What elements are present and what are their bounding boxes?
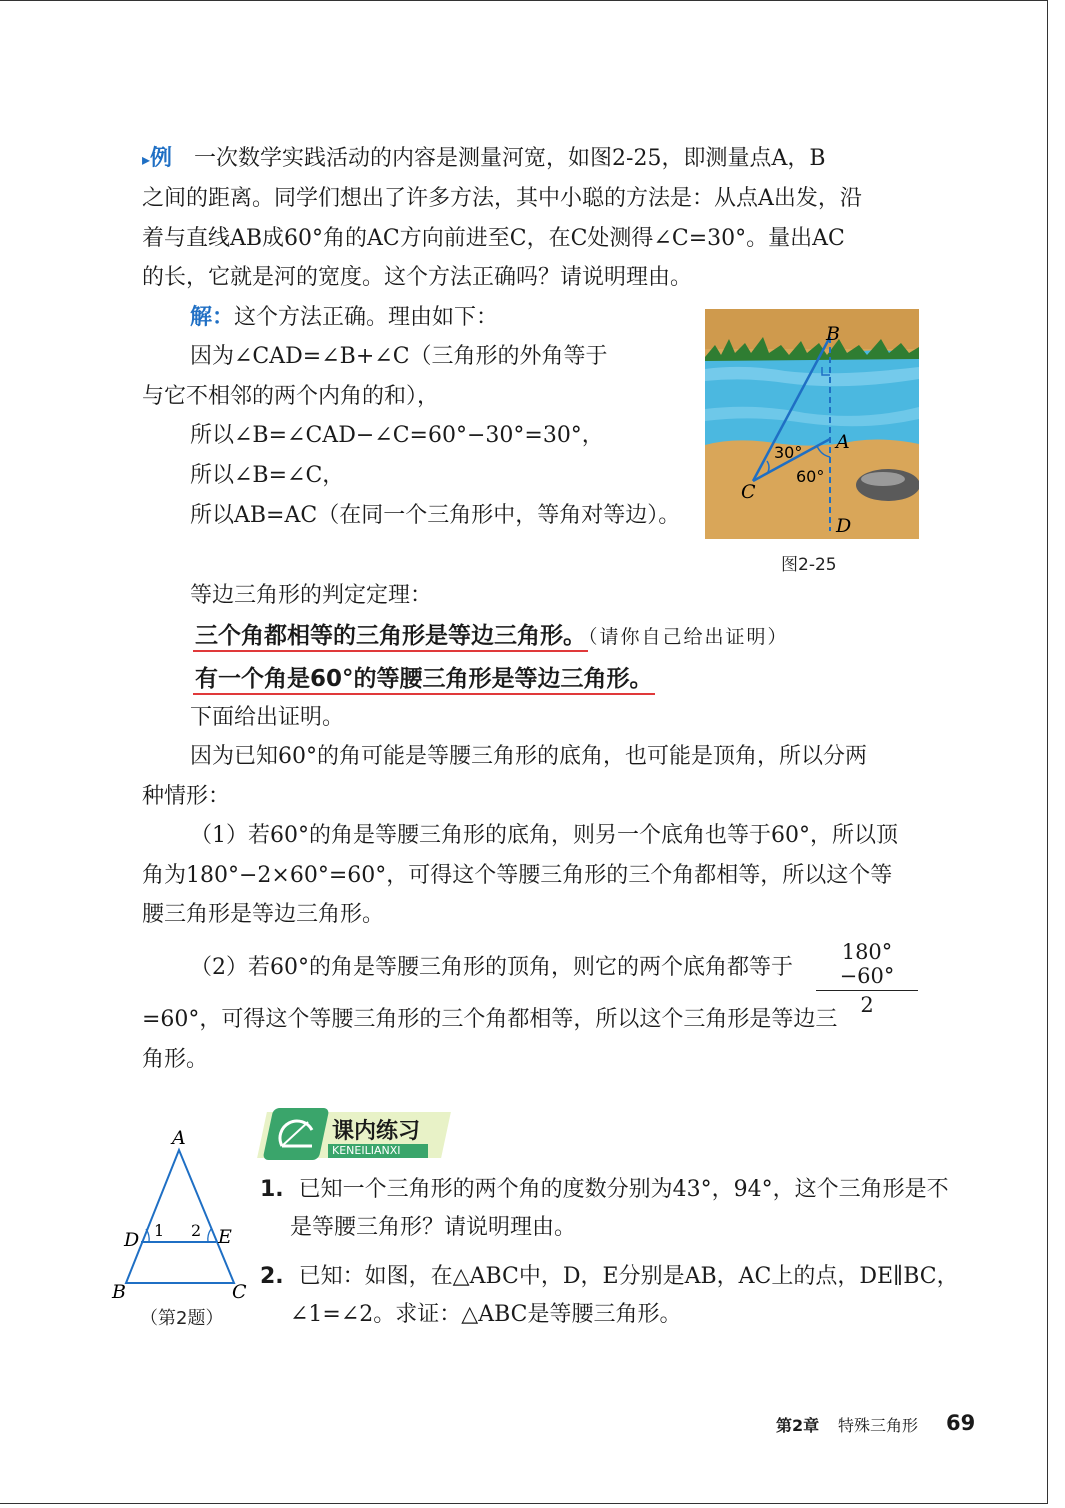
case-2-line-2: =60°，可得这个等腰三角形的三个角都相等，所以这个三角形是等边三 [142,1007,838,1032]
case-2-line-3: 角形。 [142,1047,209,1072]
figure-caption: 图2-25 [781,555,837,575]
practice-title: 课内练习 [332,1119,421,1144]
protractor-icon [262,1108,329,1160]
case-1-line-2: 角为180°−2×60°=60°，可得这个等腰三角形的三个角都相等，所以这个等 [142,863,893,888]
question-1-line-1: 1. 已知一个三角形的两个角的度数分别为43°，94°，这个三角形是不 [260,1177,949,1202]
solution-line-1: 因为∠CAD=∠B+∠C（三角形的外角等于 [190,344,608,369]
theorem-2-text: 有一个角是60°的等腰三角形是等边三角形。 [193,666,655,695]
angle-2-label: 2 [191,1221,202,1240]
fraction-numerator: 180°−60° [816,940,918,991]
question-2-line-1: 2. 已知：如图，在△ABC中，D，E分别是AB，AC上的点，DE∥BC， [260,1264,959,1289]
question-1-line-2: 是等腰三角形？请说明理由。 [290,1215,577,1240]
tri-label-e: E [218,1226,232,1248]
practice-badge [262,1108,446,1160]
theorem-1-note: （请你自己给出证明） [588,626,789,648]
label-b: B [826,323,840,345]
angle-c-label: 30° [774,443,803,462]
case-1-line-1: （1）若60°的角是等腰三角形的底角，则另一个底角也等于60°，所以顶 [190,823,898,848]
footer-chapter: 第2章 [776,1416,820,1435]
label-c: C [741,481,756,503]
angle-a-label: 60° [796,467,825,486]
proof-line-2: 因为已知60°的角可能是等腰三角形的底角，也可能是顶角，所以分两 [190,744,867,769]
river-figure [705,309,919,539]
example-line-4: 的长，它就是河的宽度。这个方法正确吗？请说明理由。 [142,265,693,290]
example-text: 一次数学实践活动的内容是测量河宽，如图2-25，即测量点A，B [194,146,826,171]
proof-line-1: 下面给出证明。 [190,705,345,730]
example-line-3: 着与直线AB成60°角的AC方向前进至C，在C处测得∠C=30°。量出AC [142,226,845,251]
example-label: 例 [150,146,173,171]
solution-line-2: 与它不相邻的两个内角的和）， [142,384,440,409]
angle-1-label: 1 [154,1221,165,1240]
case-1-line-3: 腰三角形是等边三角形。 [142,902,385,927]
question-1-number: 1. [260,1177,284,1202]
label-d: D [836,515,852,537]
triangle-caption: （第2题） [140,1308,224,1329]
solution-intro: 解：这个方法正确。理由如下： [190,305,499,330]
practice-subtitle: KENEILIANXI [332,1144,401,1157]
footer-chapter-title: 特殊三角形 [838,1416,919,1435]
solution-line-3: 所以∠B=∠CAD−∠C=60°−30°=30°， [190,423,604,448]
example-line-1 [142,144,826,175]
solution-line-5: 所以AB=AC（在同一个三角形中，等角对等边）。 [190,503,681,528]
tri-label-c: C [232,1281,247,1303]
solution-line-4: 所以∠B=∠C， [190,463,345,488]
theorem-2 [193,664,655,695]
proof-line-3: 种情形： [142,784,231,809]
fraction-denominator: 2 [860,993,874,1017]
example-marker: ▸ [142,150,151,169]
tri-label-d: D [124,1229,140,1251]
tri-label-b: B [112,1281,126,1303]
triangle-figure [106,1125,256,1305]
case-2-line-1: （2）若60°的角是等腰三角形的顶角，则它的两个底角都等于 [190,955,793,980]
tri-label-a: A [172,1127,186,1149]
theorem-1 [193,621,789,652]
question-2-number: 2. [260,1264,284,1289]
page-number: 69 [946,1411,976,1435]
example-line-2: 之间的距离。同学们想出了许多方法，其中小聪的方法是：从点A出发，沿 [142,186,862,211]
theorem-1-text: 三个角都相等的三角形是等边三角形。 [193,623,588,652]
solution-label: 解： [190,305,235,330]
label-a: A [836,431,850,453]
theorem-heading: 等边三角形的判定定理： [190,583,433,608]
question-2-line-2: ∠1=∠2。求证：△ABC是等腰三角形。 [290,1302,682,1327]
